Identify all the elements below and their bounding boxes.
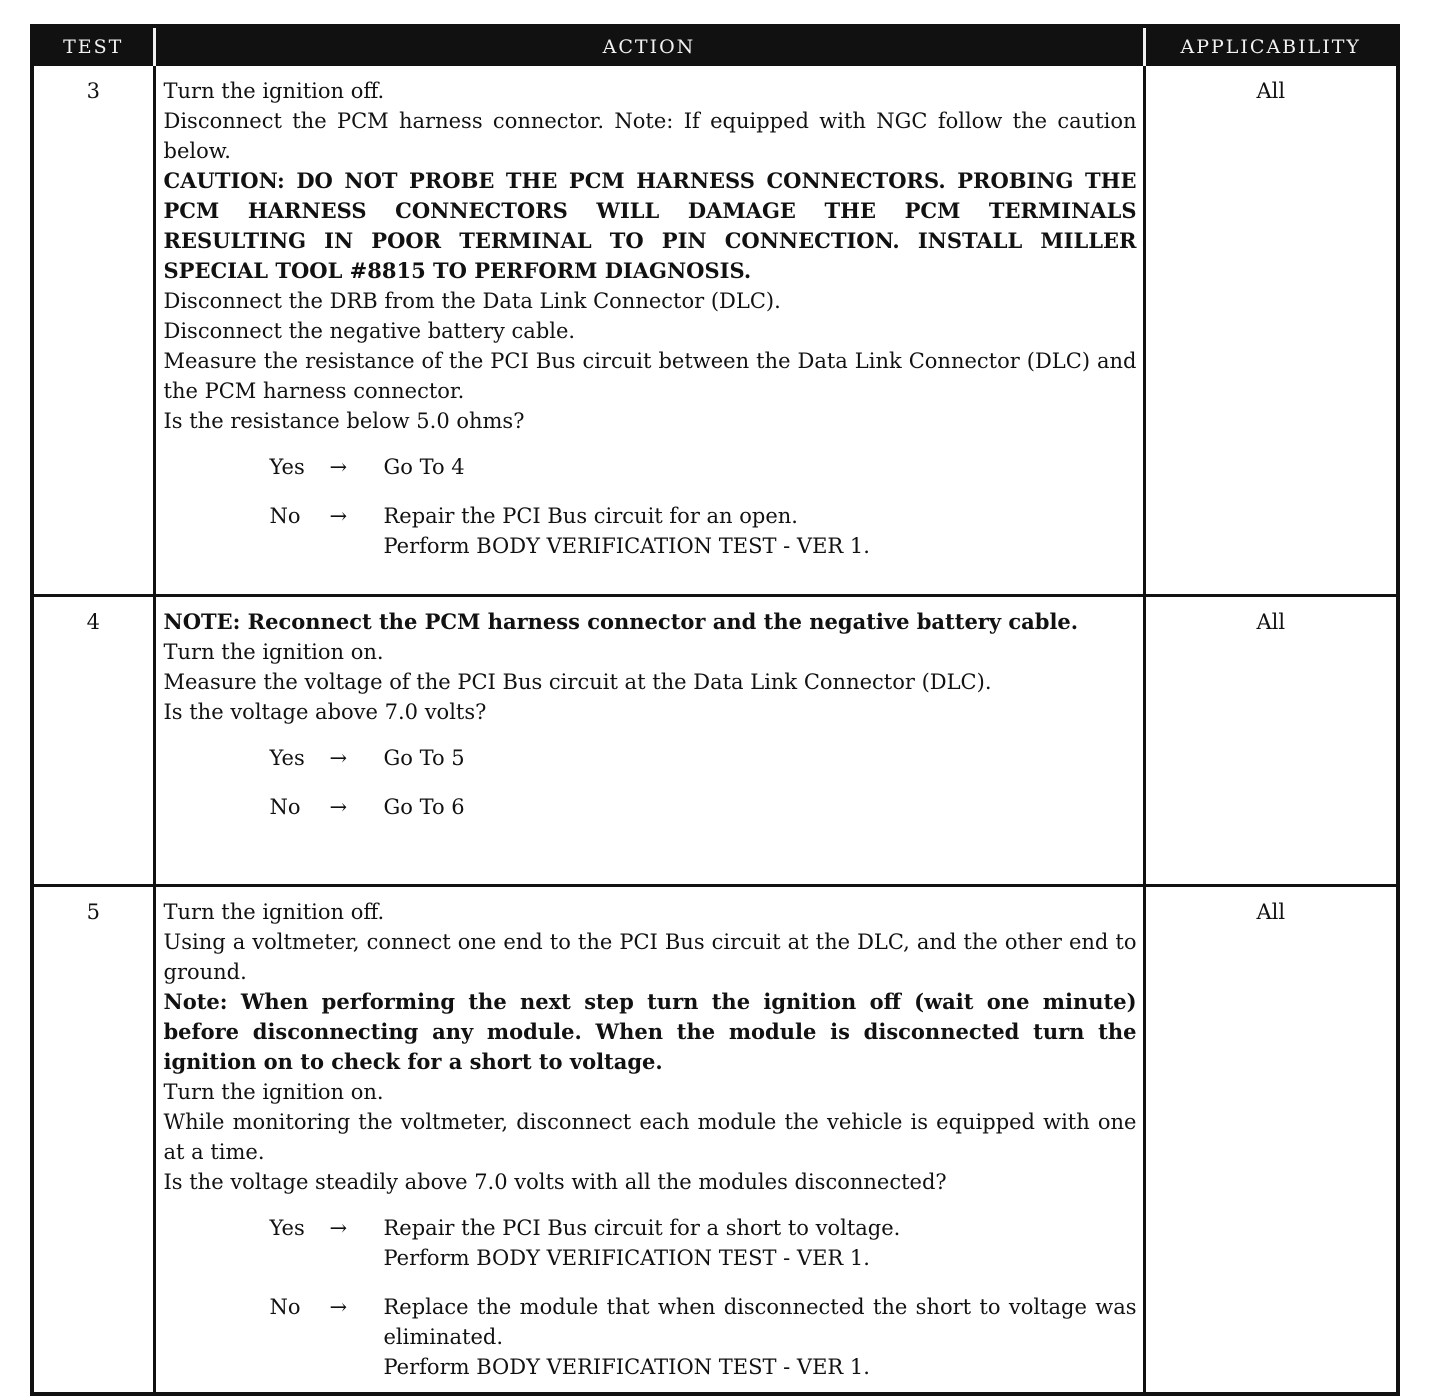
outcome-line: Go To 4 — [383, 455, 465, 479]
test-number: 3 — [86, 79, 100, 103]
result-list — [164, 743, 1137, 822]
result-yes — [270, 1213, 1137, 1273]
outcome-line: Perform BODY VERIFICATION TEST - VER 1. — [383, 1355, 870, 1379]
arrow-right-icon: → — [329, 795, 348, 819]
result-no — [270, 792, 1137, 822]
caution-note: CAUTION: DO NOT PROBE THE PCM HARNESS CONNECTORS. PROBING THE PCM HARNESS CONNECTORS WILL DAMAGE THE PCM TERMINALS RESULTING IN POOR TERMINAL TO PIN CONNECTION. INSTALL MILLER SPECIAL TOOL #8815 TO PERFORM DIAGNOSIS. — [163, 168, 1137, 283]
result-list — [164, 1213, 1137, 1382]
test-number: 4 — [34, 596, 154, 886]
action-step: Measure the resistance of the PCI Bus circuit between the Data Link Connector (DLC) and the PCM harness connector. — [163, 349, 1137, 403]
result-outcome — [384, 1213, 1137, 1273]
action-step: Turn the ignition on. — [163, 640, 384, 664]
answer-label: No — [269, 795, 301, 819]
action-cell — [154, 66, 1144, 596]
answer-label: No — [269, 504, 301, 528]
result-no — [270, 1292, 1137, 1382]
answer-label: Yes — [269, 746, 305, 770]
action-step: Is the resistance below 5.0 ohms? — [163, 409, 525, 433]
result-outcome — [384, 792, 1137, 822]
outcome-line: Repair the PCI Bus circuit for a short to voltage. — [383, 1216, 901, 1240]
outcome-line: Perform BODY VERIFICATION TEST - VER 1. — [383, 1246, 870, 1270]
answer-label: Yes — [269, 1216, 305, 1240]
test-number: 5 — [34, 886, 154, 1393]
header-test: TEST — [34, 28, 154, 66]
table-header-row — [34, 28, 1396, 66]
outcome-line: Go To 6 — [383, 795, 465, 819]
action-step: Is the voltage above 7.0 volts? — [163, 700, 487, 724]
answer-label: Yes — [269, 455, 305, 479]
result-no — [270, 501, 1137, 561]
arrow-right-icon: → — [329, 746, 348, 770]
result-outcome — [384, 743, 1137, 773]
action-step: Disconnect the negative battery cable. — [163, 319, 576, 343]
applicability-value: All — [1256, 79, 1286, 103]
outcome-line: Replace the module that when disconnected the short to voltage was eliminated. — [383, 1295, 1137, 1349]
action-step: Turn the ignition on. — [163, 1080, 384, 1104]
table-row — [34, 886, 1396, 1393]
result-yes — [270, 743, 1137, 773]
action-step: Turn the ignition off. — [163, 900, 385, 924]
header-action: ACTION — [154, 28, 1144, 66]
action-step: Using a voltmeter, connect one end to the PCI Bus circuit at the DLC, and the other end to ground. — [163, 930, 1137, 984]
caution-note: Note: When performing the next step turn the ignition off (wait one minute) before disconnecting any module. When the module is disconnected turn the ignition on to check for a short to voltage. — [163, 989, 1137, 1074]
action-step: While monitoring the voltmeter, disconnect each module the vehicle is equipped with one at a time. — [163, 1110, 1137, 1164]
result-yes — [270, 452, 1137, 482]
action-step: Turn the ignition off. — [163, 79, 385, 103]
action-cell — [154, 886, 1144, 1393]
outcome-line: Perform BODY VERIFICATION TEST - VER 1. — [383, 534, 870, 558]
outcome-line: Go To 5 — [383, 746, 465, 770]
action-step: Is the voltage steadily above 7.0 volts with all the modules disconnected? — [163, 1170, 947, 1194]
action-step: Disconnect the DRB from the Data Link Connector (DLC). — [163, 289, 781, 313]
header-applicability: APPLICABILITY — [1144, 28, 1396, 66]
arrow-right-icon: → — [329, 1295, 348, 1319]
action-cell — [154, 596, 1144, 886]
answer-label: No — [269, 1295, 301, 1319]
result-list — [164, 452, 1137, 561]
action-step: Disconnect the PCM harness connector. Note: If equipped with NGC follow the caution below. — [163, 109, 1137, 163]
result-outcome — [384, 1292, 1137, 1382]
result-outcome — [384, 452, 1137, 482]
diagnostic-test-table — [30, 24, 1400, 1396]
table-row — [34, 596, 1396, 886]
arrow-right-icon: → — [329, 455, 348, 479]
action-step: Measure the voltage of the PCI Bus circuit at the Data Link Connector (DLC). — [163, 670, 992, 694]
applicability-value: All — [1144, 886, 1396, 1393]
applicability-value: All — [1144, 596, 1396, 886]
result-outcome — [384, 501, 1137, 561]
arrow-right-icon: → — [329, 1216, 348, 1240]
arrow-right-icon: → — [329, 504, 348, 528]
outcome-line: Repair the PCI Bus circuit for an open. — [383, 504, 798, 528]
table-row — [34, 66, 1396, 596]
caution-note: NOTE: Reconnect the PCM harness connector and the negative battery cable. — [163, 609, 1079, 634]
